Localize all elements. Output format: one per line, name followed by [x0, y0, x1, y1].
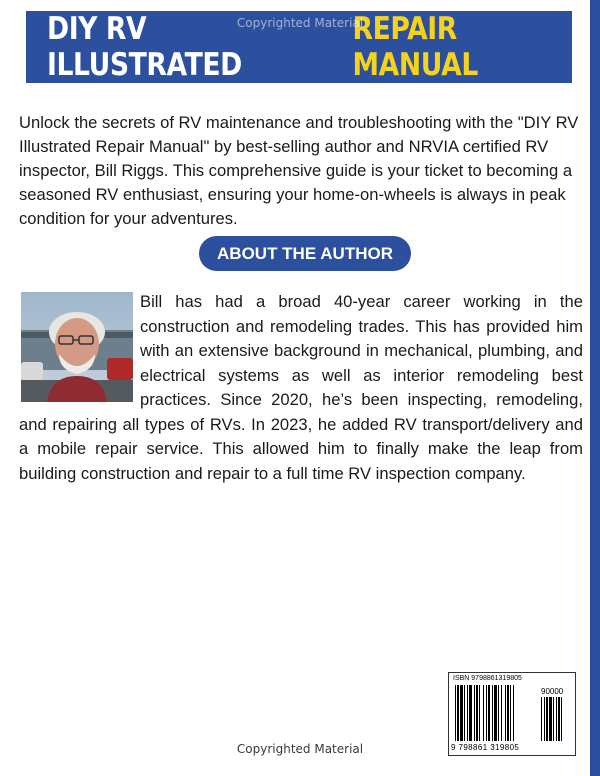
author-portrait-image: [21, 292, 133, 402]
title-part-2: REPAIR MANUAL: [352, 11, 478, 83]
watermark-top: Copyrighted Material: [236, 16, 364, 30]
price-code: 90000: [541, 687, 564, 696]
author-photo: [21, 292, 133, 402]
intro-paragraph: Unlock the secrets of RV maintenance and troubleshooting with the "DIY RV Illustrated Repair Manual" by best-selling author and NRVIA certified RV inspector, Bill Riggs. This comprehensive guide is your ticket to becoming a seasoned RV enthusiast, ensuring your home-on-wheels is always in peak condition for your adventures.: [19, 113, 579, 228]
isbn-label: ISBN 9798861319805: [453, 675, 522, 682]
isbn-digits: 9 798861 319805: [451, 743, 520, 752]
watermark-bottom: Copyrighted Material: [236, 742, 364, 756]
title-part-1: DIY RV ILLUSTRATED: [46, 11, 242, 83]
about-author-heading: ABOUT THE AUTHOR: [199, 236, 411, 271]
author-bio: Bill has had a broad 40-year career working in the construction and remodeling trades. This has provided him with an extensive background in mechanical, plumbing, and electrical systems as well as interior remodeling best practices. Since 2020, he’s been inspecting, remodeling, and repairing all types of RVs. In 2023, he added RV transport/delivery and a mobile repair service. This allowed him to finally make the leap from building construction and repair to a full time RV inspection company.: [19, 292, 583, 483]
cover-edge-stripe: [590, 0, 600, 776]
